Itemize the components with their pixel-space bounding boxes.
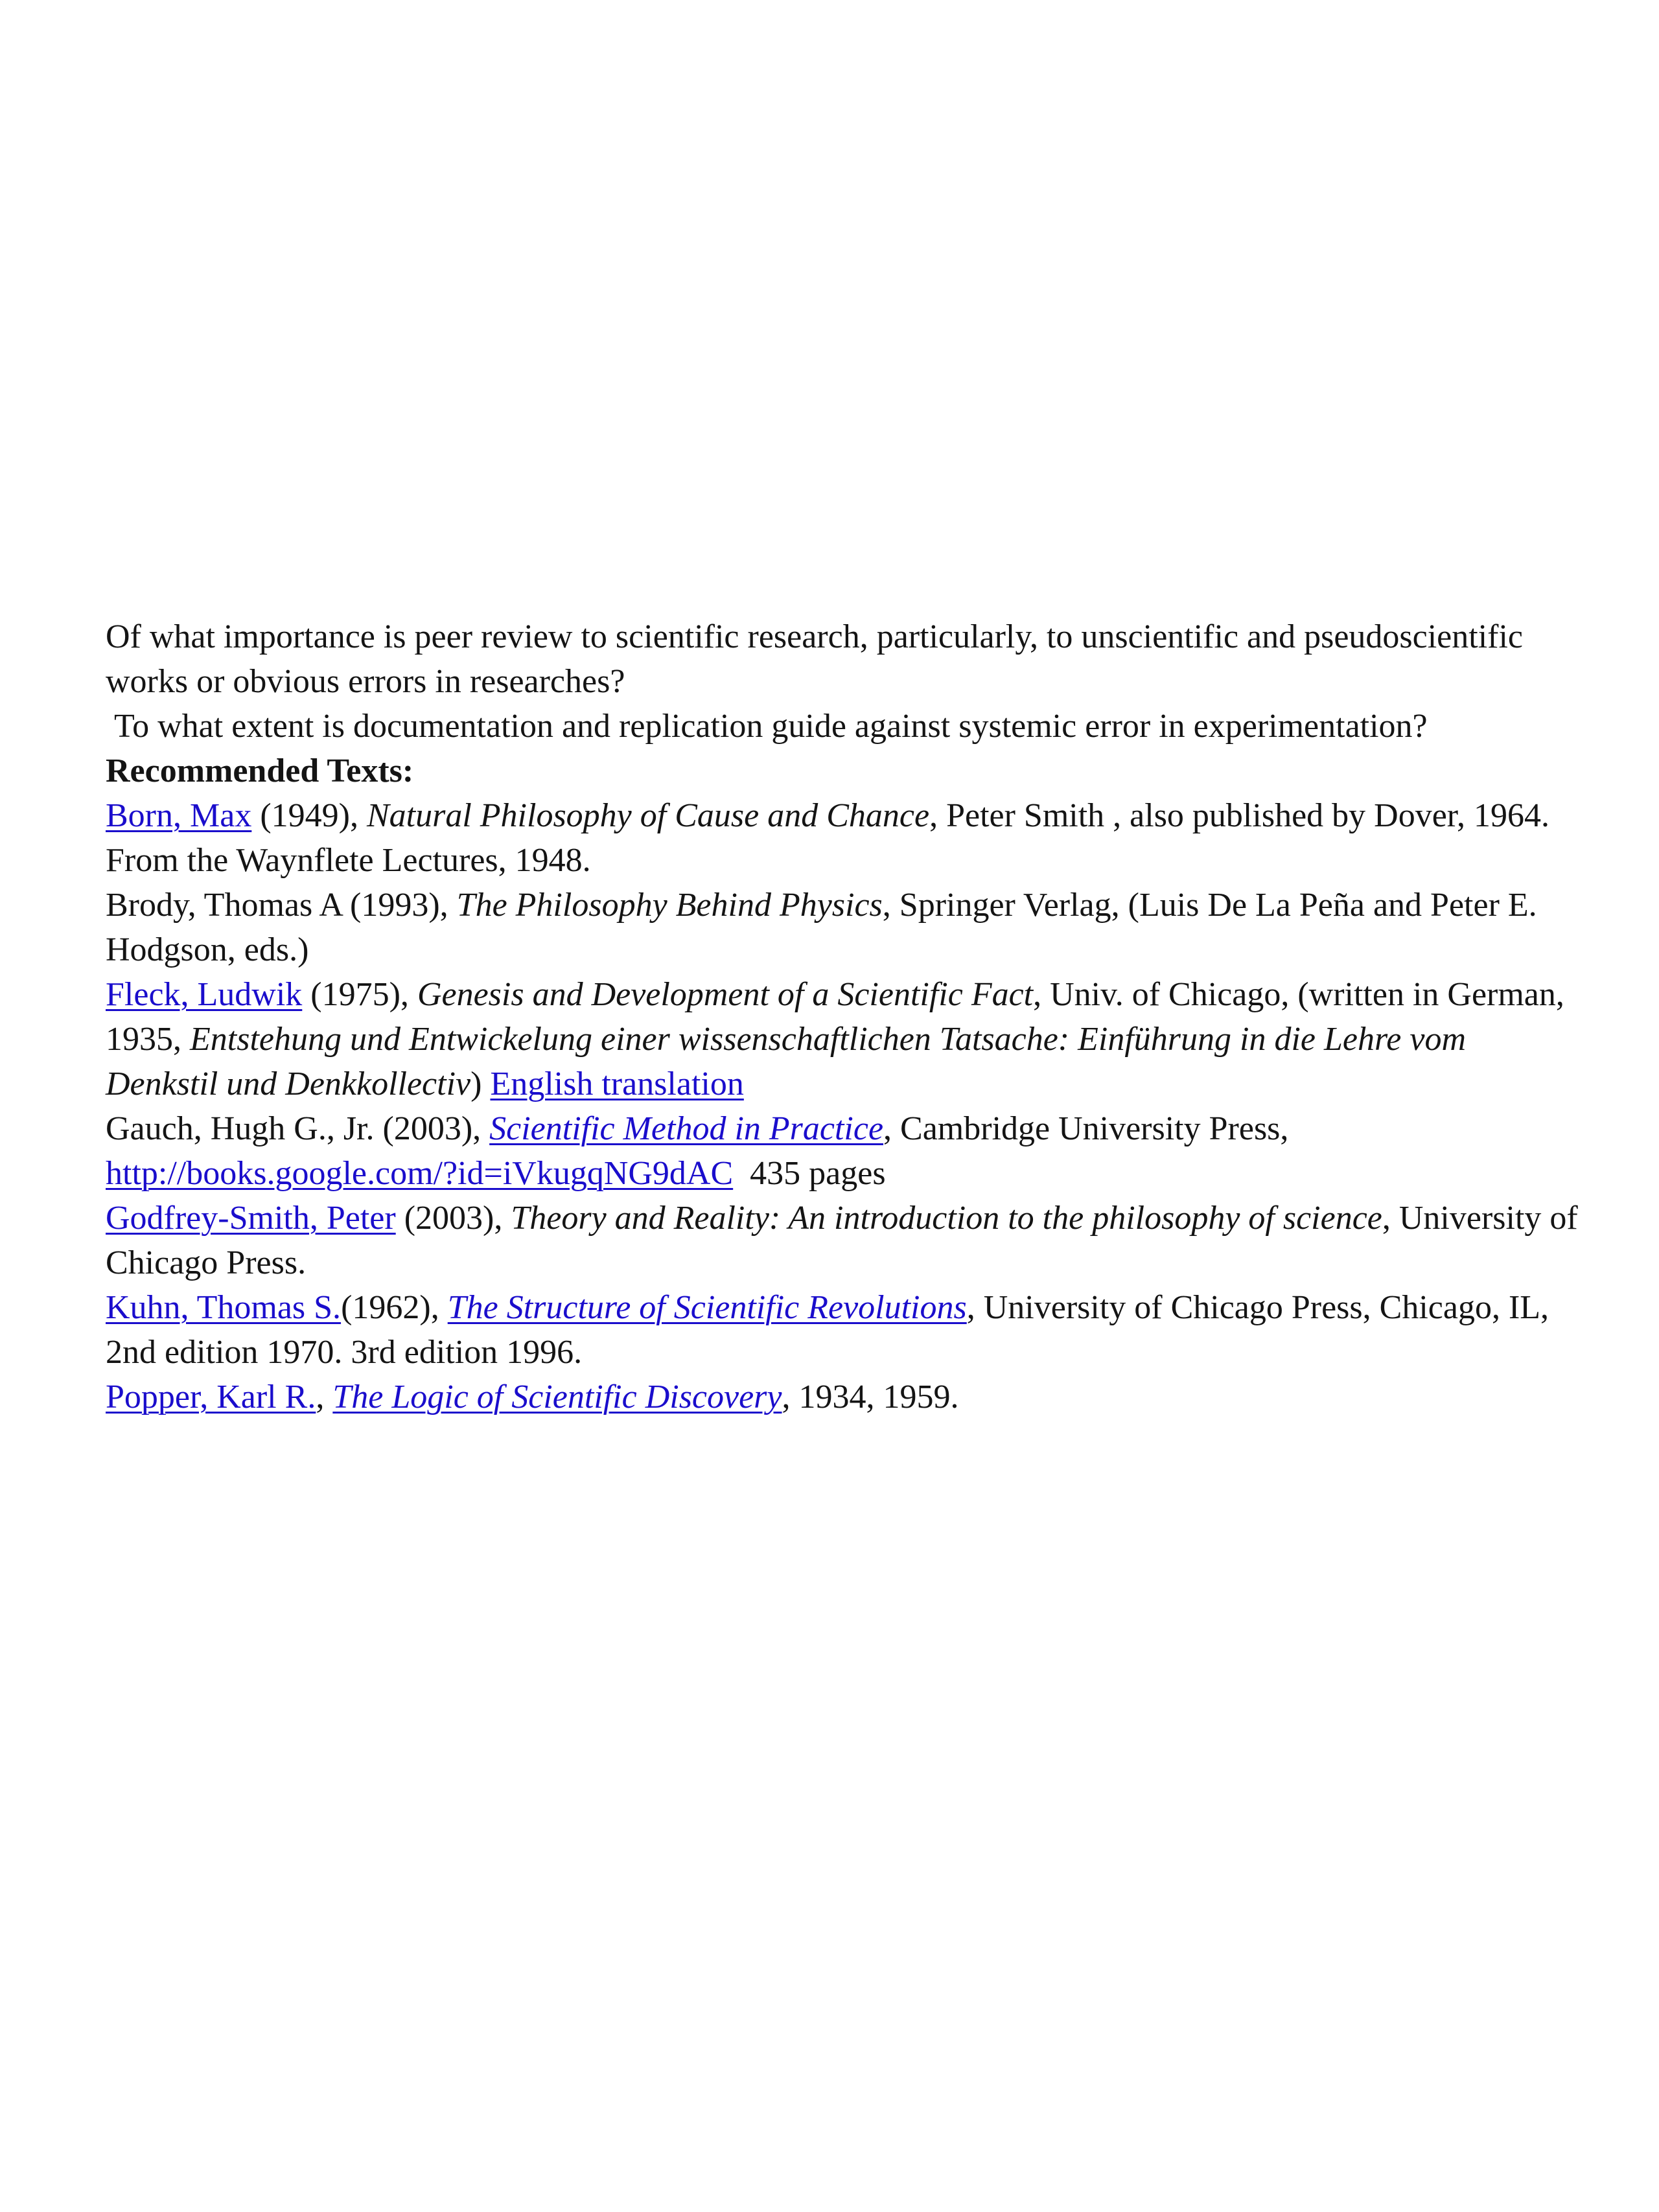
reference-details: , University of Chicago Press. — [106, 1200, 1578, 1281]
reference-year: (2003), — [395, 1200, 511, 1237]
reference-godfrey-smith — [106, 1196, 1583, 1285]
page-count: 435 pages — [733, 1155, 886, 1192]
reference-close: ) — [470, 1065, 491, 1102]
reference-year: (1975), — [302, 976, 417, 1013]
reference-details: , Cambridge University Press, — [883, 1110, 1289, 1147]
book-title-link-popper[interactable] — [332, 1379, 782, 1415]
book-title-link-gauch[interactable] — [489, 1110, 883, 1147]
book-title: Theory and Reality: An introduction to the philosophy of science — [511, 1200, 1382, 1237]
question-peer-review: Of what importance is peer review to scientific research, particularly, to unscientific and pseudoscientific works or obvious errors in researches? — [106, 618, 1523, 700]
reference-author: Gauch, Hugh G., Jr. (2003), — [106, 1110, 490, 1147]
reference-year: (1962), — [341, 1289, 448, 1326]
book-title: The Philosophy Behind Physics — [456, 887, 883, 924]
author-link-fleck[interactable]: Fleck, Ludwik — [106, 976, 303, 1013]
question-documentation: To what extent is documentation and replication guide against systemic error in experimentation? — [114, 708, 1428, 745]
book-title: The Structure of Scientific Revolutions — [447, 1289, 967, 1326]
reference-details: , 1934, 1959. — [782, 1379, 959, 1415]
book-title: Genesis and Development of a Scientific Fact — [417, 976, 1034, 1013]
reference-year: (1949), — [251, 797, 367, 834]
reference-details: , Peter Smith , also published by Dover, 1964. From the Waynflete Lectures, 1948. — [106, 797, 1550, 879]
book-title-link-kuhn[interactable] — [448, 1289, 967, 1326]
author-link-kuhn[interactable]: Kuhn, Thomas S. — [106, 1289, 342, 1326]
google-books-url-link[interactable]: http://books.google.com/?id=iVkugqNG9dAC — [106, 1155, 734, 1192]
author-link-popper[interactable]: Popper, Karl R. — [106, 1379, 316, 1415]
author-link-born[interactable]: Born, Max — [106, 797, 252, 834]
reference-born — [106, 793, 1583, 883]
book-title: Natural Philosophy of Cause and Chance — [366, 797, 930, 834]
german-title: Entstehung und Entwickelung einer wissenschaftlichen Tatsache: Einführung in die Lehre vom Denkstil und Denkkollectiv — [106, 1021, 1466, 1102]
recommended-texts-heading: Recommended Texts: — [106, 752, 414, 789]
reference-separator: , — [316, 1379, 333, 1415]
reference-details: , Univ. of Chicago, (written in German, 1935, — [106, 976, 1564, 1058]
document-body — [106, 614, 1583, 1419]
reference-details: , University of Chicago Press, Chicago, IL, 2nd edition 1970. 3rd edition 1996. — [106, 1289, 1549, 1371]
reference-popper — [106, 1375, 1583, 1419]
english-translation-link[interactable]: English translation — [490, 1065, 744, 1102]
author-link-godfrey-smith[interactable]: Godfrey-Smith, Peter — [106, 1200, 396, 1237]
reference-author: Brody, Thomas A (1993), — [106, 887, 457, 924]
reference-gauch — [106, 1106, 1583, 1196]
reference-brody — [106, 883, 1583, 972]
book-title: Scientific Method in Practice — [489, 1110, 884, 1147]
reference-details: , Springer Verlag, (Luis De La Peña and Peter E. Hodgson, eds.) — [106, 887, 1537, 968]
reference-kuhn — [106, 1285, 1583, 1375]
book-title: The Logic of Scientific Discovery — [332, 1379, 782, 1415]
reference-fleck — [106, 972, 1583, 1106]
